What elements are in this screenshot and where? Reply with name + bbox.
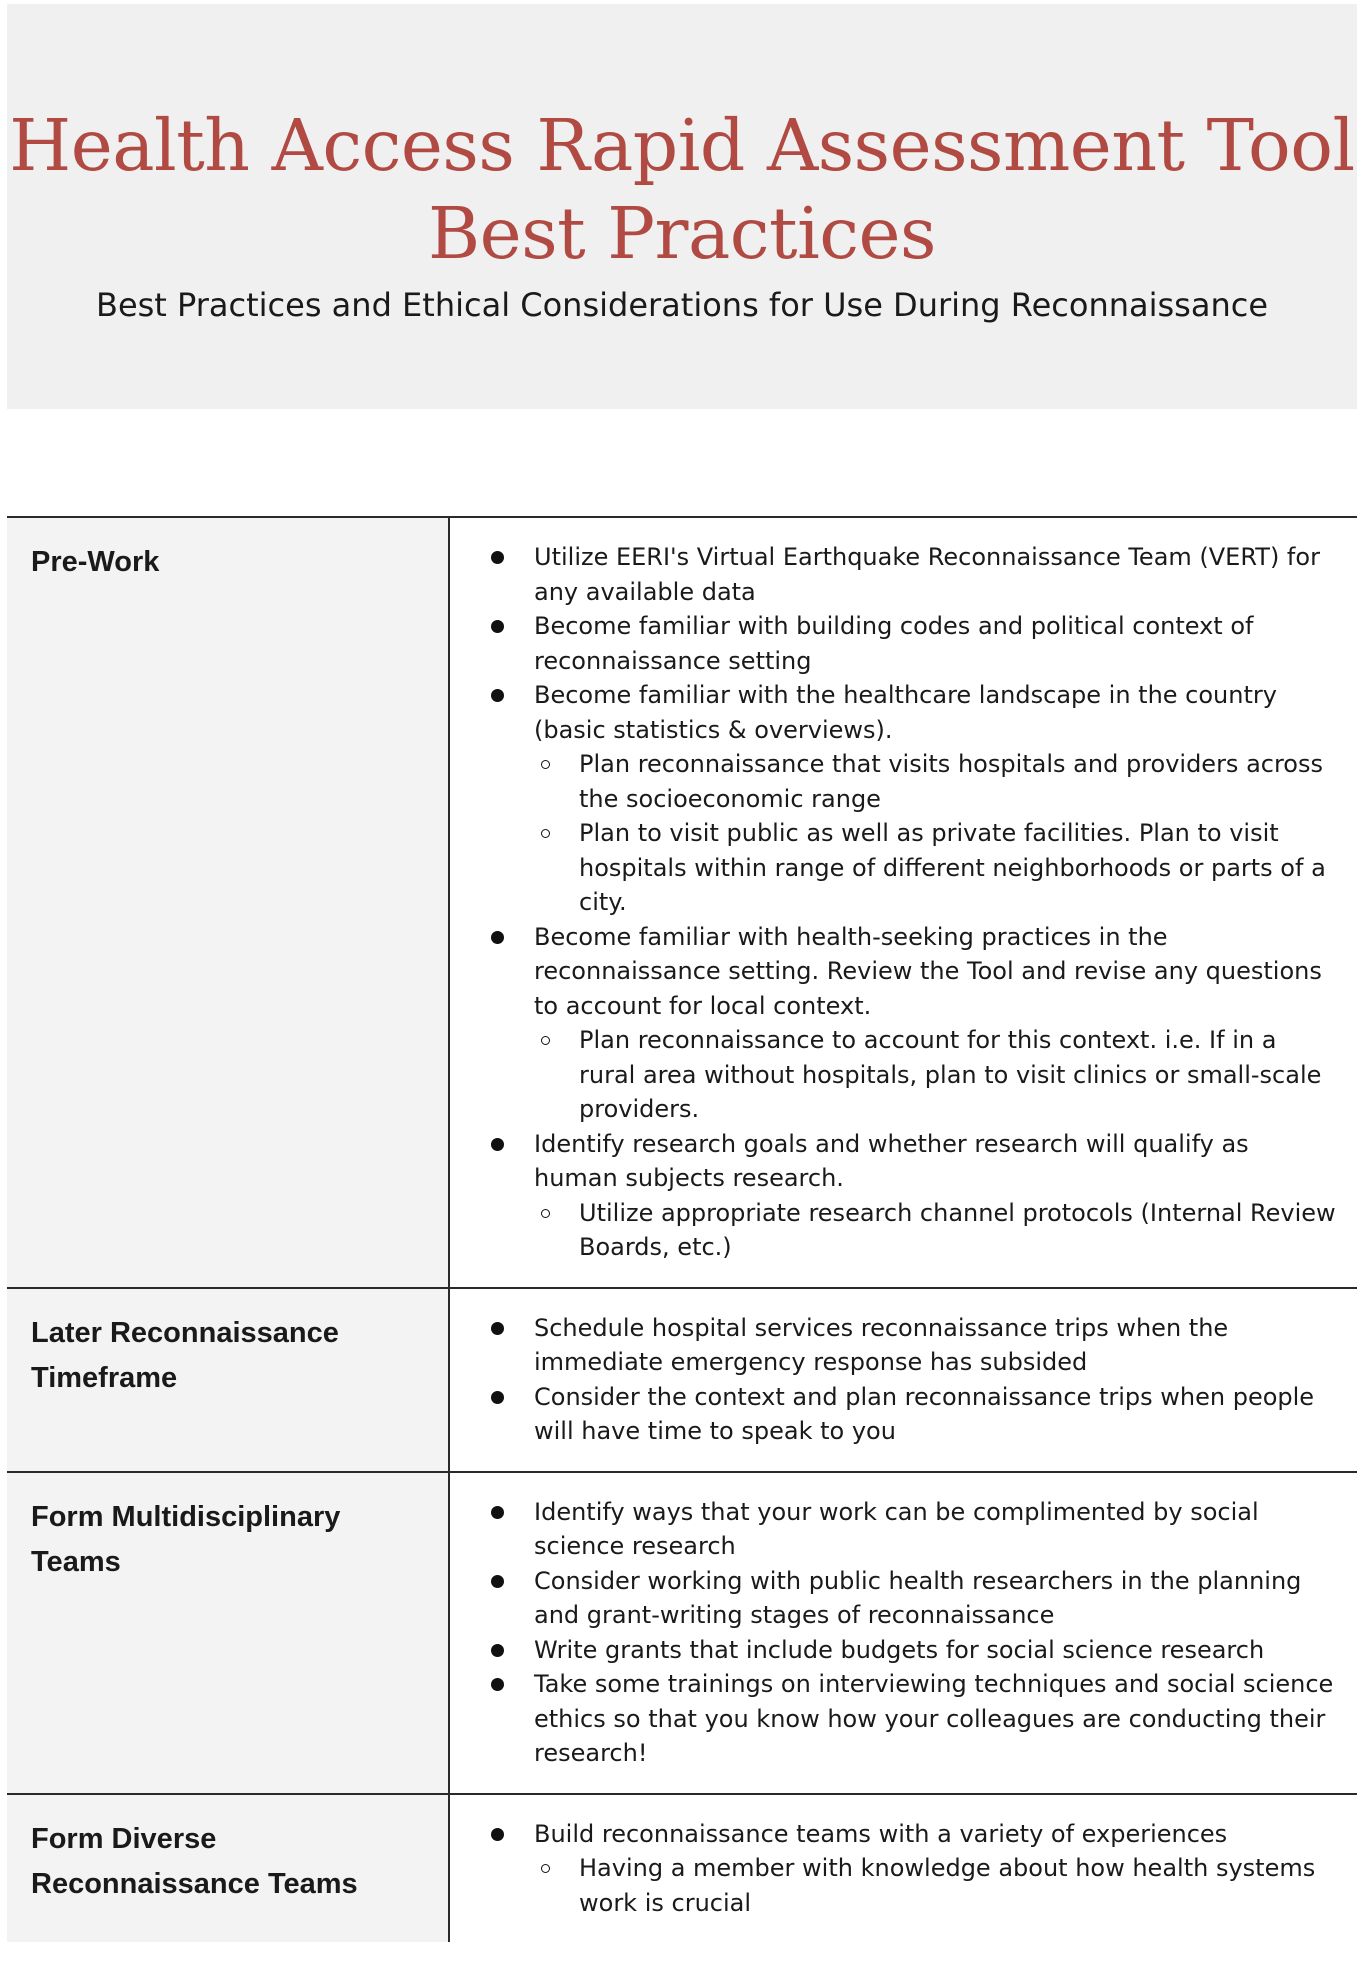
bullet-icon (491, 1828, 504, 1841)
list-item (490, 1817, 1337, 1921)
title-line-2: Best Practices (428, 192, 936, 275)
list-item (490, 920, 1337, 1127)
list-item (490, 1380, 1337, 1449)
bullet-icon (491, 1644, 504, 1657)
row-label: Later Reconnaissance Timeframe (7, 1289, 450, 1471)
list-item-text: Identify research goals and whether research will qualify as human subjects research. (534, 1129, 1249, 1192)
title-line-1: Health Access Rapid Assessment Tool (9, 104, 1355, 187)
list-item-text: Identify ways that your work can be complimented by social science research (534, 1497, 1259, 1560)
sub-list-item-text: Plan reconnaissance to account for this context. i.e. If in a rural area without hospitals, plan to visit clinics or small-scale providers. (579, 1026, 1322, 1123)
bullet-icon (491, 620, 504, 633)
bullet-icon (491, 1678, 504, 1691)
list-item-text: Become familiar with building codes and political context of reconnaissance setting (534, 612, 1254, 675)
bullet-list (490, 1817, 1337, 1921)
row-content (450, 1795, 1357, 1943)
list-item-text: Schedule hospital services reconnaissance trips when the immediate emergency response has subsided (534, 1313, 1229, 1376)
list-item (490, 540, 1337, 609)
bullet-list (490, 1495, 1337, 1771)
bullet-list (490, 1311, 1337, 1449)
row-label: Form Multidisciplinary Teams (7, 1473, 450, 1793)
hollow-bullet-icon (541, 1036, 550, 1045)
sub-list-item (534, 816, 1337, 920)
hollow-bullet-icon (541, 760, 550, 769)
bullet-icon (491, 551, 504, 564)
list-item (490, 1633, 1337, 1668)
sub-list (534, 747, 1337, 920)
list-item-text: Become familiar with health-seeking practices in the reconnaissance setting. Review the Tool and revise any questions to account for local context. (534, 922, 1322, 1020)
sub-list-item-text: Plan reconnaissance that visits hospitals and providers across the socioeconomic range (579, 750, 1323, 813)
page-title (7, 4, 1357, 278)
table-row-pre-work (7, 518, 1357, 1289)
sub-list-item (534, 1196, 1337, 1265)
list-item-text: Utilize EERI's Virtual Earthquake Reconnaissance Team (VERT) for any available data (534, 543, 1320, 606)
sub-list-item-text: Plan to visit public as well as private facilities. Plan to visit hospitals within range of different neighborhoods or parts of a city. (579, 819, 1326, 916)
list-item-text: Become familiar with the healthcare landscape in the country (basic statistics & overviews). (534, 681, 1277, 744)
best-practices-table (7, 516, 1357, 1942)
list-item (490, 609, 1337, 678)
sub-list-item (534, 1851, 1337, 1920)
list-item (490, 1495, 1337, 1564)
list-item-text: Consider working with public health researchers in the planning and grant-writing stages of reconnaissance (534, 1566, 1302, 1629)
table-row-multidisciplinary-teams (7, 1473, 1357, 1795)
sub-list-item (534, 1023, 1337, 1127)
bullet-icon (491, 689, 504, 702)
header-banner (7, 4, 1357, 409)
table-row-diverse-teams (7, 1795, 1357, 1943)
sub-list-item (534, 747, 1337, 816)
list-item (490, 1667, 1337, 1771)
bullet-icon (491, 931, 504, 944)
list-item (490, 1564, 1337, 1633)
hollow-bullet-icon (541, 1209, 550, 1218)
sub-list-item-text: Having a member with knowledge about how health systems work is crucial (579, 1854, 1316, 1917)
list-item-text: Write grants that include budgets for social science research (534, 1635, 1265, 1664)
list-item-text: Take some trainings on interviewing techniques and social science ethics so that you know how your colleagues are conducting their research! (534, 1670, 1334, 1767)
hollow-bullet-icon (541, 1864, 550, 1873)
row-label: Form Diverse Reconnaissance Teams (7, 1795, 450, 1943)
bullet-icon (491, 1506, 504, 1519)
bullet-list (490, 540, 1337, 1265)
hollow-bullet-icon (541, 829, 550, 838)
list-item (490, 1311, 1337, 1380)
sub-list (534, 1196, 1337, 1265)
bullet-icon (491, 1138, 504, 1151)
bullet-icon (491, 1322, 504, 1335)
row-label: Pre-Work (7, 518, 450, 1287)
list-item (490, 1127, 1337, 1265)
sub-list (534, 1851, 1337, 1920)
table-row-later-reconnaissance (7, 1289, 1357, 1473)
sub-list-item-text: Utilize appropriate research channel protocols (Internal Review Boards, etc.) (579, 1198, 1336, 1261)
page-subtitle: Best Practices and Ethical Considerations for Use During Reconnaissance (95, 286, 1269, 324)
row-content (450, 518, 1357, 1287)
list-item-text: Build reconnaissance teams with a variety of experiences (534, 1819, 1228, 1848)
list-item (490, 678, 1337, 920)
bullet-icon (491, 1575, 504, 1588)
row-content (450, 1473, 1357, 1793)
row-content (450, 1289, 1357, 1471)
sub-list (534, 1023, 1337, 1127)
list-item-text: Consider the context and plan reconnaissance trips when people will have time to speak to you (534, 1382, 1315, 1445)
bullet-icon (491, 1391, 504, 1404)
